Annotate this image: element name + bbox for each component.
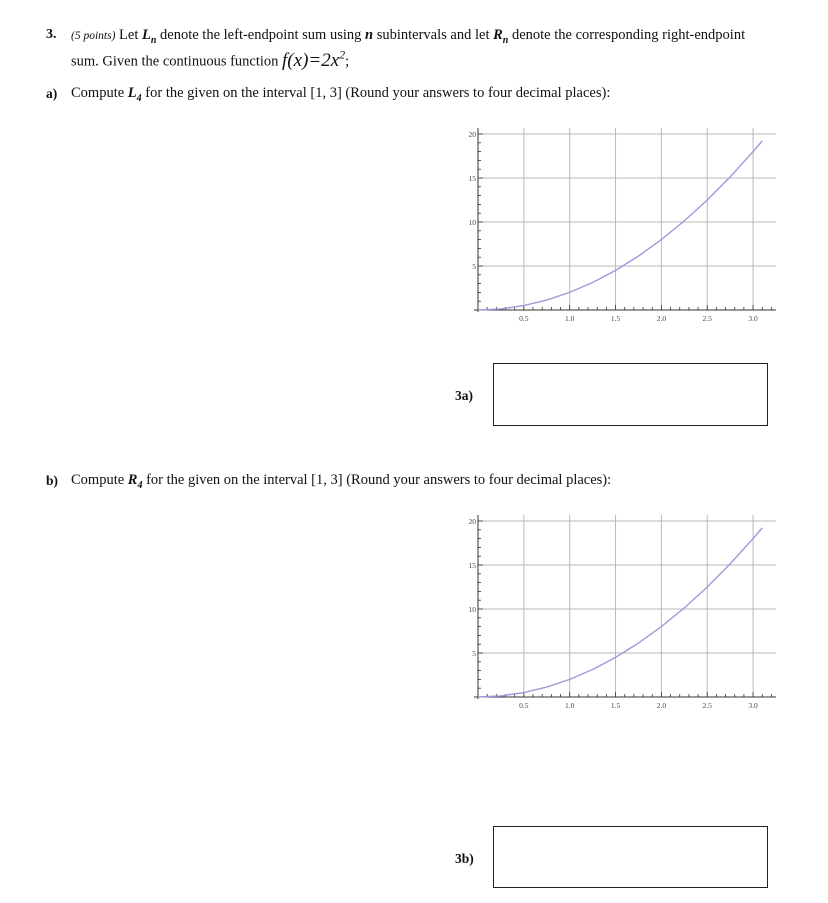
part-b-text: for the given on the interval [1, 3] (Round your answers to four decimal places): [146, 472, 612, 488]
right-sum-symbol [493, 27, 509, 46]
problem-statement-line-2 [71, 48, 349, 72]
statement-text: Let [119, 27, 139, 43]
part-a-instructions [71, 85, 610, 104]
part-b-sub: 4 [137, 479, 143, 491]
statement-text: sum. Given the continuous function [71, 53, 279, 70]
x-tick-label: 2.5 [702, 314, 712, 323]
statement-text: denote the corresponding right-endpoint [511, 27, 746, 43]
x-tick-label: 1.0 [565, 314, 575, 323]
part-b-text: Compute [71, 472, 125, 488]
L-var: L [141, 27, 151, 43]
y-tick-label: 5 [472, 262, 476, 271]
part-b-instructions [71, 472, 611, 491]
x-tick-label: 3.0 [748, 314, 758, 323]
points-label: (5 points) [71, 30, 116, 42]
answer-3a-label: 3a) [455, 388, 473, 403]
chart-part-a [450, 122, 780, 328]
function-expression: f(x)=2x [282, 50, 340, 72]
part-a-symbol [127, 85, 142, 104]
statement-text: subintervals and let [376, 27, 490, 43]
part-b-symbol [127, 472, 143, 491]
y-tick-label: 10 [468, 218, 476, 227]
answer-3b-label: 3b) [455, 851, 474, 866]
function-definition [282, 50, 345, 71]
part-b-var: R [127, 472, 138, 488]
problem-statement-line-1 [71, 27, 745, 46]
part-a-var: L [127, 85, 137, 101]
y-tick-label: 5 [472, 649, 476, 658]
part-b-label: b) [46, 473, 59, 488]
part-a-sub: 4 [136, 92, 142, 104]
part-a-text: for the given on the interval [1, 3] (Round your answers to four decimal places): [145, 85, 611, 101]
n-symbol: n [365, 27, 374, 43]
L-subscript: n [150, 34, 157, 46]
answer-3a-box[interactable] [493, 363, 768, 426]
y-tick-label: 20 [468, 517, 476, 526]
answer-3b-box[interactable] [493, 826, 768, 888]
x-tick-label: 2.0 [656, 701, 667, 710]
x-tick-label: 0.5 [519, 314, 529, 323]
function-exponent: 2 [339, 48, 346, 62]
y-tick-label: 15 [468, 174, 476, 183]
statement-text: denote the left-endpoint sum using [160, 27, 362, 43]
x-tick-label: 2.0 [656, 314, 667, 323]
problem-number: 3. [46, 27, 57, 42]
x-tick-label: 1.5 [610, 701, 621, 710]
y-tick-label: 10 [468, 605, 476, 614]
part-a-label: a) [46, 86, 58, 101]
R-subscript: n [502, 34, 509, 46]
x-tick-label: 1.5 [610, 314, 621, 323]
chart-part-b [450, 509, 780, 715]
left-sum-symbol [141, 27, 157, 46]
x-tick-label: 2.5 [702, 701, 712, 710]
function-curve [478, 528, 762, 697]
y-tick-label: 15 [468, 561, 476, 570]
x-tick-label: 0.5 [519, 701, 529, 710]
y-tick-label: 20 [468, 130, 476, 139]
x-tick-label: 1.0 [565, 701, 575, 710]
part-a-text: Compute [71, 85, 125, 101]
statement-end: ; [345, 53, 350, 70]
function-curve [478, 141, 762, 310]
R-var: R [493, 27, 503, 43]
x-tick-label: 3.0 [748, 701, 758, 710]
